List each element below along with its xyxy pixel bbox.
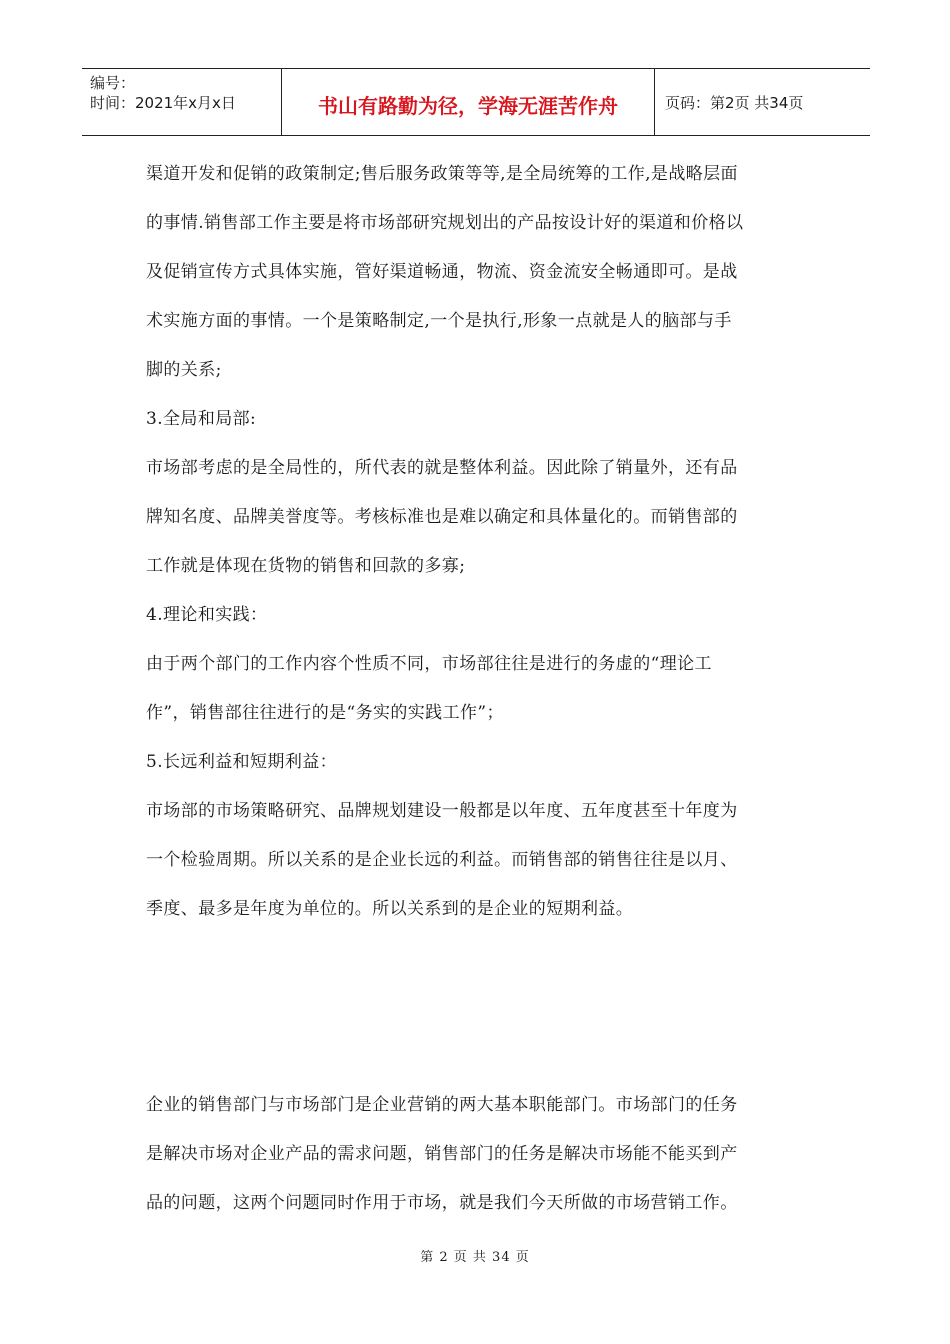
body-line: 企业的销售部门与市场部门是企业营销的两大基本职能部门。市场部门的任务	[146, 1095, 738, 1115]
body-line: 及促销宣传方式具体实施，管好渠道畅通，物流、资金流安全畅通即可。是战	[146, 262, 738, 282]
body-line: 作”，销售部往往进行的是“务实的实践工作”；	[146, 703, 504, 723]
header-meta	[82, 69, 282, 135]
body-line: 的事情.销售部工作主要是将市场部研究规划出的产品按设计好的渠道和价格以	[146, 213, 744, 233]
body-line: 市场部的市场策略研究、品牌规划建设一般都是以年度、五年度甚至十年度为	[146, 801, 738, 821]
time-label: 时间：2021年x月x日	[90, 94, 236, 112]
section-heading: 5.长远利益和短期利益：	[146, 752, 338, 772]
page-footer: 第 2 页 共 34 页	[420, 1250, 530, 1265]
body-line: 品的问题，这两个问题同时作用于市场，就是我们今天所做的市场营销工作。	[146, 1193, 738, 1213]
header-motto: 书山有路勤为径，学海无涯苦作舟	[282, 69, 655, 135]
body-line: 脚的关系;	[146, 360, 222, 380]
section-heading: 4.理论和实践：	[146, 605, 268, 625]
header-page-info: 页码：第2页 共34页	[665, 93, 804, 112]
paragraph-gap	[146, 934, 816, 1081]
body-line: 牌知名度、品牌美誉度等。考核标准也是难以确定和具体量化的。而销售部的	[146, 507, 738, 527]
body-line: 是解决市场对企业产品的需求问题，销售部门的任务是解决市场能不能买到产	[146, 1144, 738, 1164]
document-body	[146, 150, 816, 1228]
body-line: 市场部考虑的是全局性的，所代表的就是整体利益。因此除了销量外，还有品	[146, 458, 738, 478]
body-line: 术实施方面的事情。一个是策略制定,一个是执行,形象一点就是人的脑部与手	[146, 311, 732, 331]
body-line: 渠道开发和促销的政策制定;售后服务政策等等,是全局统筹的工作,是战略层面	[146, 164, 738, 184]
page-header	[82, 68, 870, 136]
body-line: 由于两个部门的工作内容个性质不同，市场部往往是进行的务虚的“理论工	[146, 654, 712, 674]
body-line: 季度、最多是年度为单位的。所以关系到的是企业的短期利益。	[146, 899, 634, 919]
section-heading: 3.全局和局部:	[146, 409, 257, 429]
body-line: 工作就是体现在货物的销售和回款的多寡;	[146, 556, 466, 576]
number-label: 编号：	[90, 74, 136, 92]
body-line: 一个检验周期。所以关系的是企业长远的利益。而销售部的销售往往是以月、	[146, 850, 738, 870]
